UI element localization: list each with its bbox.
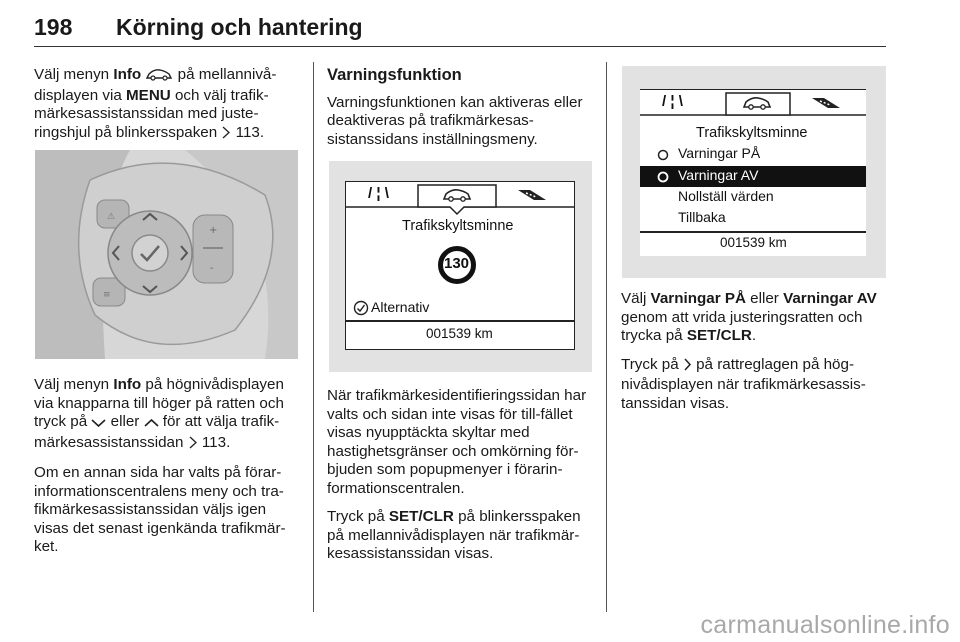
- road-icon: [516, 188, 548, 207]
- text: för att välja trafik-märkesassistanssidan: [34, 413, 280, 451]
- radio-on-icon: [657, 170, 669, 188]
- screen-separator: [346, 320, 574, 322]
- svg-text:-: -: [210, 263, 214, 274]
- paragraph: [34, 66, 300, 144]
- text: på mellannivå-displayen via: [34, 66, 277, 104]
- bold-text: Varningar PÅ: [650, 290, 746, 307]
- text: 113.: [197, 433, 231, 451]
- car-icon: [442, 188, 472, 207]
- svg-text:⚠: ⚠: [107, 212, 116, 222]
- menu-item-reset-values[interactable]: Nollställ värden: [678, 188, 774, 204]
- page-ref-icon: [188, 436, 198, 455]
- text: Välj menyn: [34, 66, 114, 83]
- screen-title: Trafikskyltsminne: [402, 218, 514, 234]
- car-icon: [145, 68, 173, 87]
- text: Välj: [621, 290, 651, 307]
- text: Välj menyn: [34, 376, 114, 393]
- page-ref-icon: [221, 126, 231, 145]
- text: Tryck på: [327, 508, 389, 525]
- bold-text: Varningar AV: [783, 290, 877, 307]
- car-icon: [742, 96, 772, 115]
- odometer: 001539 km: [426, 326, 493, 341]
- paragraph: När trafikmärkesidentifieringssidan har valts och sidan inte visas för till-fället visas nyupptäckta skyltar med hastighetsgränser och omkörning för-bjuden som popupmenyer i förarin-formationscentralen.: [327, 387, 587, 497]
- text: på blinkersspaken på mellannivådisplayen när trafikmär-kesassistanssidan visas.: [327, 508, 581, 562]
- display-screen: [345, 181, 575, 350]
- paragraph: [621, 356, 887, 414]
- text: eller: [106, 413, 144, 430]
- road-icon: [810, 96, 842, 115]
- section-heading: Varningsfunktion: [327, 66, 462, 84]
- text: eller: [745, 290, 784, 307]
- bold-text: Info: [113, 66, 142, 83]
- chevron-down-icon: [91, 415, 106, 434]
- page-number: 198: [34, 14, 73, 40]
- watermark: carmanualsonline.info: [700, 611, 950, 639]
- column-1-lower: [34, 376, 300, 567]
- svg-text:≡: ≡: [103, 290, 111, 300]
- paragraph: [327, 508, 594, 564]
- text: Tryck på: [621, 355, 683, 373]
- option-label: Alternativ: [371, 299, 430, 315]
- chevron-right-icon: [683, 358, 692, 377]
- lane-icon: / ¦ \: [662, 93, 683, 110]
- screen-title: Trafikskyltsminne: [696, 125, 808, 141]
- screen-separator: [640, 231, 866, 233]
- text: genom att vrida justeringsratten och trycka på: [621, 308, 863, 344]
- page-header: [34, 6, 886, 47]
- column-1: [34, 66, 300, 144]
- menu-item-warnings-on[interactable]: Varningar PÅ: [678, 145, 761, 161]
- column-2: [327, 66, 594, 159]
- chevron-up-icon: [144, 415, 159, 434]
- speed-limit-value: 130: [444, 255, 470, 272]
- menu-item-warnings-off[interactable]: Varningar AV: [678, 167, 759, 183]
- bold-text: Info: [113, 376, 142, 393]
- display-figure-warning-menu: [622, 66, 886, 278]
- paragraph: Om en annan sida har valts på förar-informationscentralens meny och tra-fikmärkesassistanssidan väljs igen visas det senast igenkända trafikmär-ket.: [34, 464, 286, 555]
- bold-text: SET/CLR: [686, 327, 752, 344]
- column-2-lower: [327, 387, 594, 574]
- text: .: [751, 327, 757, 344]
- column-divider-1: [313, 62, 314, 612]
- odometer: 001539 km: [720, 235, 787, 250]
- paragraph: Varningsfunktionen kan aktiveras eller deaktiveras på trafikmärkesas-sistanssidans inställningsmeny.: [327, 93, 583, 148]
- lane-icon: / ¦ \: [368, 185, 389, 202]
- paragraph: [34, 376, 300, 454]
- bold-text: MENU: [126, 86, 171, 104]
- text: på rattreglagen på hög-nivådisplayen när trafikmärkesassis-tanssidan visas.: [621, 355, 866, 412]
- display-figure-traffic-sign-memory: [329, 161, 592, 372]
- text: på högnivådisplayen via knapparna till höger på ratten och tryck på: [34, 376, 284, 430]
- steering-wheel-illustration: [35, 150, 298, 359]
- svg-text:+: +: [209, 225, 218, 236]
- chapter-title: Körning och hantering: [116, 14, 363, 40]
- column-3: [621, 290, 887, 423]
- column-divider-2: [606, 62, 607, 612]
- check-circle-icon: [353, 300, 369, 321]
- text: och välj trafik-märkesassistanssidan med juste-ringshjul på blinkersspaken: [34, 86, 269, 141]
- bold-text: SET/CLR: [388, 508, 454, 525]
- text: 113.: [231, 123, 265, 141]
- display-screen: [640, 89, 866, 256]
- paragraph: [621, 290, 887, 346]
- radio-off-icon: [657, 148, 669, 166]
- menu-item-back[interactable]: Tillbaka: [678, 209, 726, 225]
